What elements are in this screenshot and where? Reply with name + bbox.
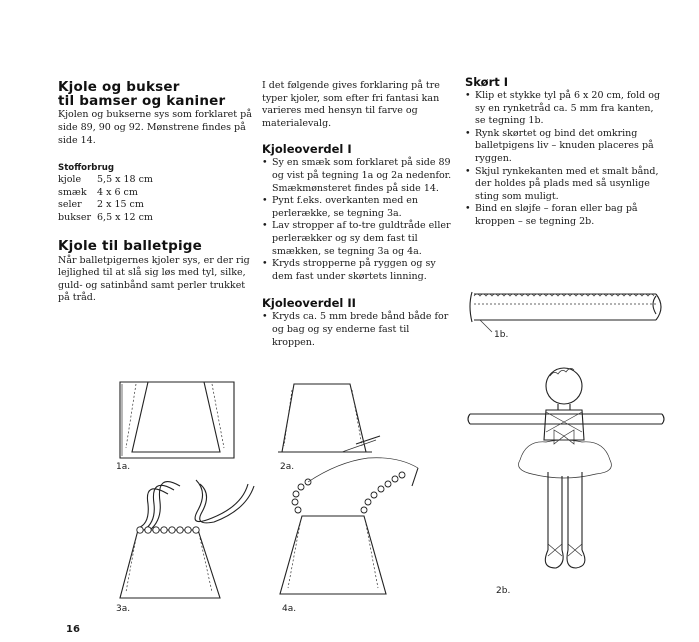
materials-heading: Stofforbrug [58, 163, 114, 174]
list-item: • Kryds stropperne på ryggen og sy dem fast under skørtets linning. [262, 258, 454, 283]
table-row: smæk 4 x 6 cm [58, 186, 138, 198]
title-bamser [58, 80, 254, 108]
list-item: • Bind en sløjfe – foran eller bag på kroppen – se tegning 2b. [465, 203, 665, 228]
table-row: seler 2 x 15 cm [58, 199, 144, 211]
title-line-1: Kjole og bukser [58, 79, 180, 95]
figure-1b-label: 1b. [494, 330, 509, 340]
list-kjoleoverdel-1 [262, 157, 454, 283]
list-item: • Lav stropper af to-tre guldtråde eller perlerækker og sy dem fast til smækken, se tegning 3a og 4a. [262, 220, 454, 258]
page-number: 16 [66, 624, 80, 635]
materials-table [58, 174, 159, 224]
list-item: • Klip et stykke tyl på 6 x 20 cm, fold og sy en rynketråd ca. 5 mm fra kanten, se tegning 1b. [465, 90, 665, 128]
table-row: bukser 6,5 x 12 cm [58, 211, 153, 223]
list-item: • Sy en smæk som forklaret på side 89 og vist på tegning 1a og 2a nedenfor. Smækmønsteret findes på side 14. [262, 157, 454, 195]
figure-2b-drawing [466, 364, 666, 594]
figure-4a-drawing [268, 452, 428, 602]
column-middle [262, 80, 454, 349]
figure-3a-label: 3a. [116, 604, 131, 614]
title-line-2: til bamser og kaniner [58, 93, 226, 110]
intro-bamser: Kjolen og bukserne sys som forklaret på side 89, 90 og 92. Mønstrene findes på side 14. [58, 109, 252, 146]
list-kjoleoverdel-2 [262, 311, 454, 349]
list-item: • Rynk skørtet og bind det omkring balletpigens liv – knuden placeres på ryggen. [465, 128, 665, 166]
figure-3a-drawing [108, 470, 268, 605]
figure-1a-drawing [112, 378, 242, 463]
title-kjoleoverdel-2: Kjoleoverdel II [262, 296, 356, 311]
list-item: • Pynt f.eks. overkanten med en perlerække, se tegning 3a. [262, 195, 454, 220]
list-skoert [465, 90, 665, 229]
list-item: • Kryds ca. 5 mm brede bånd både for og bag og sy enderne fast til kroppen. [262, 311, 454, 349]
figure-2a-label: 2a. [280, 462, 295, 472]
title-kjoleoverdel-1: Kjoleoverdel I [262, 142, 352, 157]
column-left [58, 80, 254, 305]
figure-4a-label: 4a. [282, 604, 297, 614]
text-balletpige: Når balletpigernes kjoler sys, er der rig lejlighed til at slå sig løs med tyl, silke, guld- og satinbånd samt perler trukket på tråd. [58, 254, 250, 304]
figure-1b-drawing [460, 282, 670, 342]
title-skoert: Skørt I [465, 75, 509, 89]
figure-1a-label: 1a. [116, 462, 131, 472]
table-row: kjole 5,5 x 18 cm [58, 174, 153, 186]
intro-kjoler: I det følgende gives forklaring på tre typer kjoler, som efter fri fantasi kan varieres med hensyn til farve og materialevalg. [262, 80, 440, 129]
list-item: • Skjul rynkekanten med et smalt bånd, der holdes på plads med så usynlige sting som muligt. [465, 166, 665, 204]
column-right [465, 76, 665, 229]
figure-2b-label: 2b. [496, 586, 511, 596]
title-balletpige: Kjole til balletpige [58, 237, 203, 254]
